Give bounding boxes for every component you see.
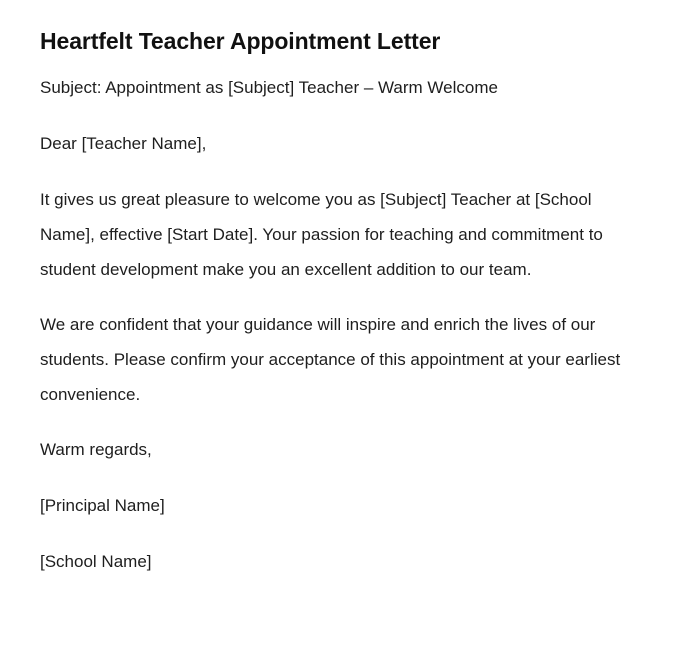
body-paragraph-1: It gives us great pleasure to welcome you as [Subject] Teacher at [School Name], effective [Start Date]. Your passion for teaching and commitment to student development make you an excellent addition to our team. (40, 190, 603, 279)
signature-name: [Principal Name] (40, 496, 165, 515)
letter-body (40, 70, 660, 579)
salutation: Dear [Teacher Name], (40, 134, 207, 153)
closing: Warm regards, (40, 440, 152, 459)
page-title: Heartfelt Teacher Appointment Letter (40, 28, 441, 54)
signature-organization: [School Name] (40, 552, 152, 571)
body-paragraph-2: We are confident that your guidance will inspire and enrich the lives of our students. Please confirm your acceptance of this appointment at your earliest convenience. (40, 315, 621, 404)
subject-line: Subject: Appointment as [Subject] Teacher – Warm Welcome (40, 78, 498, 97)
